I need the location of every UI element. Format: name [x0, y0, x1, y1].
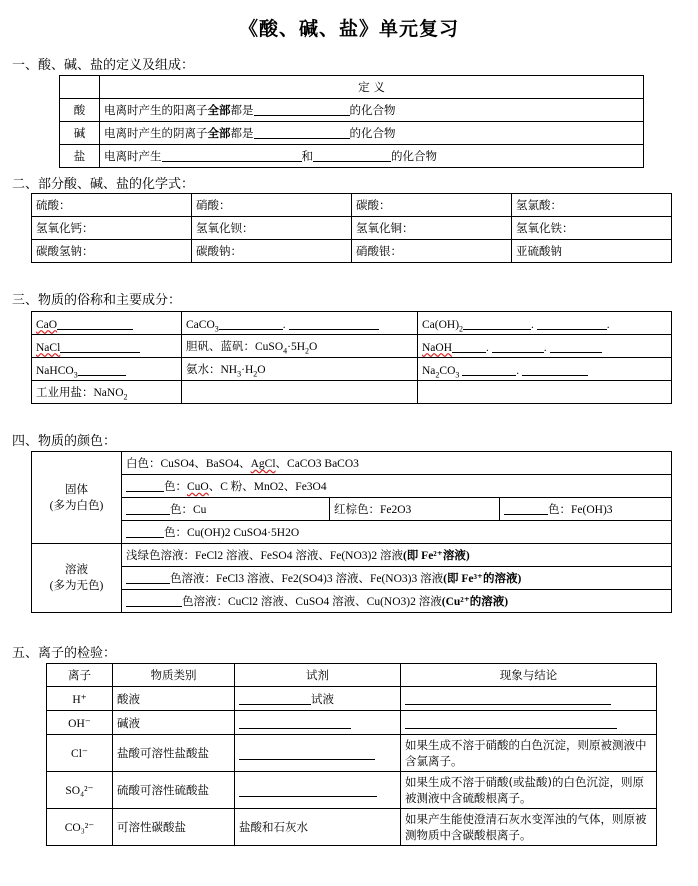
blank[interactable]: [126, 501, 170, 515]
cell[interactable]: [182, 381, 418, 404]
table-row: [32, 194, 672, 217]
col-header: 现象与结论: [401, 664, 657, 687]
text: 色：Cu: [170, 504, 207, 516]
text: 浅绿色溶液：FeCl2 溶液、FeSO4 溶液、Fe(NO3)2 溶液: [126, 550, 403, 562]
blank[interactable]: [219, 316, 283, 330]
text: 、CaCO3 BaCO3: [275, 458, 359, 470]
blank[interactable]: [60, 339, 140, 353]
ion: Cl⁻: [47, 735, 113, 772]
table-header-row: [47, 664, 657, 687]
text: (即 Fe³⁺的溶液): [443, 573, 522, 585]
result: 如果生成不溶于硝酸的白色沉淀，则原被测液中含氯离子。: [401, 735, 657, 772]
definition-cell: [100, 122, 644, 145]
ion: CO₃²⁻: [47, 809, 113, 846]
blank[interactable]: [126, 478, 164, 492]
subscript: 3: [237, 369, 242, 379]
cell[interactable]: $Ca(OH)_2$ . .: [418, 312, 672, 335]
blank[interactable]: [126, 593, 182, 607]
cell: [122, 544, 672, 567]
formula: ·5H: [287, 341, 306, 353]
blank[interactable]: [463, 316, 531, 330]
section-2-heading: 二、部分酸、碱、盐的化学式：: [12, 177, 195, 192]
table-row: [47, 809, 657, 846]
formula: Na: [422, 364, 436, 377]
text: 色：: [164, 481, 187, 493]
solid-note: (多为白色): [49, 499, 104, 512]
cell[interactable]: 亚硫酸钠: [512, 240, 672, 263]
result-cell[interactable]: [401, 687, 657, 711]
text: AgCl: [250, 458, 276, 470]
cell[interactable]: 氢氧化钙：: [32, 217, 192, 240]
cell[interactable]: [32, 312, 182, 335]
cell[interactable]: 氢氧化铁：: [512, 217, 672, 240]
cell[interactable]: [500, 498, 672, 521]
text: 白色：CuSO4、BaSO4、: [126, 458, 251, 470]
solution-label-cell: [32, 544, 122, 613]
col-header: 离子: [47, 664, 113, 687]
subscript: 2: [305, 346, 310, 356]
def-text: 电离时产生的阴离子: [104, 126, 208, 140]
def-text: 的化合物: [349, 103, 396, 117]
formula: ·H: [241, 364, 254, 376]
blank[interactable]: [405, 691, 611, 705]
category: 盐酸可溶性盐酸盐: [113, 735, 235, 772]
text: 、C 粉、MnO2、Fe3O4: [208, 481, 327, 493]
blank[interactable]: [239, 715, 351, 729]
cell: [122, 452, 672, 475]
formula: 氨水：NH: [186, 364, 238, 376]
row-name: 盐: [60, 145, 100, 168]
text: 色：Cu(OH)2 CuSO4·5H2O: [164, 527, 300, 539]
def-text: 都是: [230, 103, 254, 117]
text: 色溶液：FeCl3 溶液、Fe2(SO4)3 溶液、Fe(NO3)3 溶液: [170, 573, 444, 585]
def-text: 都是: [230, 126, 254, 140]
section-4-heading: 四、物质的颜色：: [12, 434, 117, 449]
ion: H⁺: [47, 687, 113, 711]
table-row: [32, 521, 672, 544]
def-text: 电离时产生的阳离子: [104, 103, 208, 117]
subscript: 2: [253, 369, 258, 379]
blank[interactable]: [162, 148, 302, 162]
def-text: 电离时产生: [104, 149, 162, 163]
cell[interactable]: CaCO$_3$ .: [182, 312, 418, 335]
blank[interactable]: [522, 362, 588, 376]
cell[interactable]: [122, 567, 672, 590]
category: 硫酸可溶性硫酸盐: [113, 772, 235, 809]
blank[interactable]: [239, 783, 377, 797]
table-row: [32, 312, 672, 335]
table-row: [32, 240, 672, 263]
subscript: 4: [283, 346, 288, 356]
cell[interactable]: 氢氧化钡：: [192, 217, 352, 240]
table-row: [32, 475, 672, 498]
text: (Cu²⁺的溶液): [441, 596, 509, 608]
cell[interactable]: 硫酸：: [32, 194, 192, 217]
category: 碱液: [113, 711, 235, 735]
ion-test-table: [46, 663, 657, 846]
cell: 红棕色：Fe2O3: [330, 498, 500, 521]
solution-label: 溶液: [65, 564, 88, 576]
result-cell[interactable]: [401, 711, 657, 735]
cell[interactable]: [122, 521, 672, 544]
formula: 胆矾、蓝矾：CuSO: [186, 341, 284, 353]
text: CuO: [187, 481, 209, 493]
colors-table: [31, 451, 672, 613]
formula: NaHCO: [36, 364, 74, 377]
empty-cell: [60, 76, 100, 99]
blank[interactable]: [78, 362, 126, 376]
table-row: [32, 381, 672, 404]
formula: 工业用盐：NaNO: [36, 387, 124, 399]
table-row: [47, 772, 657, 809]
def-bold: 全部: [207, 103, 231, 117]
blank[interactable]: [462, 362, 516, 376]
solid-label-cell: [32, 452, 122, 544]
def-text: 的化合物: [391, 149, 437, 163]
formula: CO: [439, 364, 456, 377]
cell: [32, 381, 182, 404]
formula: NaOH: [422, 341, 453, 354]
cell[interactable]: NaOH . .: [418, 335, 672, 358]
blank[interactable]: [405, 715, 617, 729]
formula: Ca(OH): [422, 318, 460, 331]
blank[interactable]: [289, 316, 379, 330]
reagent: 试液: [311, 691, 334, 706]
cell: [182, 335, 418, 358]
blank[interactable]: [492, 339, 544, 353]
category: 可溶性碳酸盐: [113, 809, 235, 846]
page-title: 《酸、碱、盐》单元复习: [238, 18, 459, 40]
solid-label: 固体: [65, 483, 88, 496]
table-row: [32, 498, 672, 521]
cell[interactable]: 碳酸氢钠：: [32, 240, 192, 263]
cell[interactable]: $Na_2CO_3$ .: [418, 358, 672, 381]
blank[interactable]: [239, 746, 375, 760]
cell[interactable]: 碳酸：: [352, 194, 512, 217]
col-header: 物质类别: [113, 664, 235, 687]
subscript: 2: [459, 323, 464, 333]
section-5-heading: 五、离子的检验：: [12, 646, 117, 661]
ion: OH⁻: [47, 711, 113, 735]
blank[interactable]: [537, 316, 607, 330]
formula: CaCO: [186, 318, 215, 331]
reagent-cell[interactable]: [235, 687, 401, 711]
formula-table: [31, 193, 672, 263]
blank[interactable]: [452, 339, 486, 353]
subscript: 3: [73, 369, 78, 379]
result: 如果生成不溶于硝酸(或盐酸)的白色沉淀，则原被测液中含硫酸根离子。: [401, 772, 657, 809]
text: (即 Fe²⁺溶液): [402, 550, 470, 562]
cell[interactable]: [32, 335, 182, 358]
section-1-heading: 一、酸、碱、盐的定义及组成：: [12, 58, 195, 73]
subscript: 3: [455, 369, 460, 379]
table-row: [32, 358, 672, 381]
cell[interactable]: [122, 590, 672, 613]
text: 色溶液：CuCl2 溶液、CuSO4 溶液、Cu(NO3)2 溶液: [182, 596, 442, 608]
row-name: 碱: [60, 122, 100, 145]
table-row: [32, 544, 672, 567]
reagent-cell[interactable]: [235, 711, 401, 735]
blank[interactable]: [239, 691, 311, 705]
def-text: 的化合物: [349, 126, 396, 140]
subscript: 2: [123, 392, 128, 402]
table-row: [32, 335, 672, 358]
table-row: [32, 452, 672, 475]
blank[interactable]: [504, 501, 548, 515]
formula: NaCl: [36, 341, 61, 354]
table-row: [32, 590, 672, 613]
subscript: 2: [435, 369, 440, 379]
common-names-table: [31, 311, 672, 404]
formula: O: [309, 341, 318, 353]
definition-header: 定 义: [100, 76, 644, 99]
text: 色：Fe(OH)3: [548, 504, 613, 516]
table-row: [60, 145, 644, 168]
table-row: [60, 122, 644, 145]
cell[interactable]: [122, 475, 672, 498]
cell[interactable]: 氢氯酸：: [512, 194, 672, 217]
table-row: [47, 711, 657, 735]
cell[interactable]: 硝酸银：: [352, 240, 512, 263]
definition-cell: [100, 99, 644, 122]
definition-cell: [100, 145, 644, 168]
reagent: 盐酸和石灰水: [235, 809, 401, 846]
formula: O: [257, 364, 266, 376]
cell[interactable]: [32, 358, 182, 381]
blank[interactable]: [313, 148, 391, 162]
table-row: [32, 217, 672, 240]
ion: SO₄²⁻: [47, 772, 113, 809]
def-bold: 全部: [207, 126, 231, 140]
cell[interactable]: 碳酸钠：: [192, 240, 352, 263]
category: 酸液: [113, 687, 235, 711]
blank[interactable]: [550, 339, 602, 353]
cell: [182, 358, 418, 381]
table-row: [47, 735, 657, 772]
cell[interactable]: [418, 381, 672, 404]
table-row: [60, 99, 644, 122]
result: 如果产生能使澄清石灰水变浑浊的气体，则原被测物质中含碳酸根离子。: [401, 809, 657, 846]
def-text: 和: [301, 149, 313, 163]
blank[interactable]: [254, 102, 350, 116]
table-row: [47, 687, 657, 711]
solution-note: (多为无色): [49, 580, 104, 592]
col-header: 试剂: [235, 664, 401, 687]
subscript: 3: [214, 323, 219, 333]
cell[interactable]: 氢氧化铜：: [352, 217, 512, 240]
cell[interactable]: [122, 498, 330, 521]
row-name: 酸: [60, 99, 100, 122]
cell[interactable]: 硝酸：: [192, 194, 352, 217]
reagent-cell[interactable]: [235, 772, 401, 809]
section-3-heading: 三、物质的俗称和主要成分：: [12, 293, 182, 308]
blank[interactable]: [126, 524, 164, 538]
table-row: [32, 567, 672, 590]
definitions-table: [59, 75, 644, 168]
blank[interactable]: [57, 316, 133, 330]
formula: CaO: [36, 318, 58, 331]
reagent-cell[interactable]: [235, 735, 401, 772]
blank[interactable]: [254, 125, 350, 139]
blank[interactable]: [126, 570, 170, 584]
